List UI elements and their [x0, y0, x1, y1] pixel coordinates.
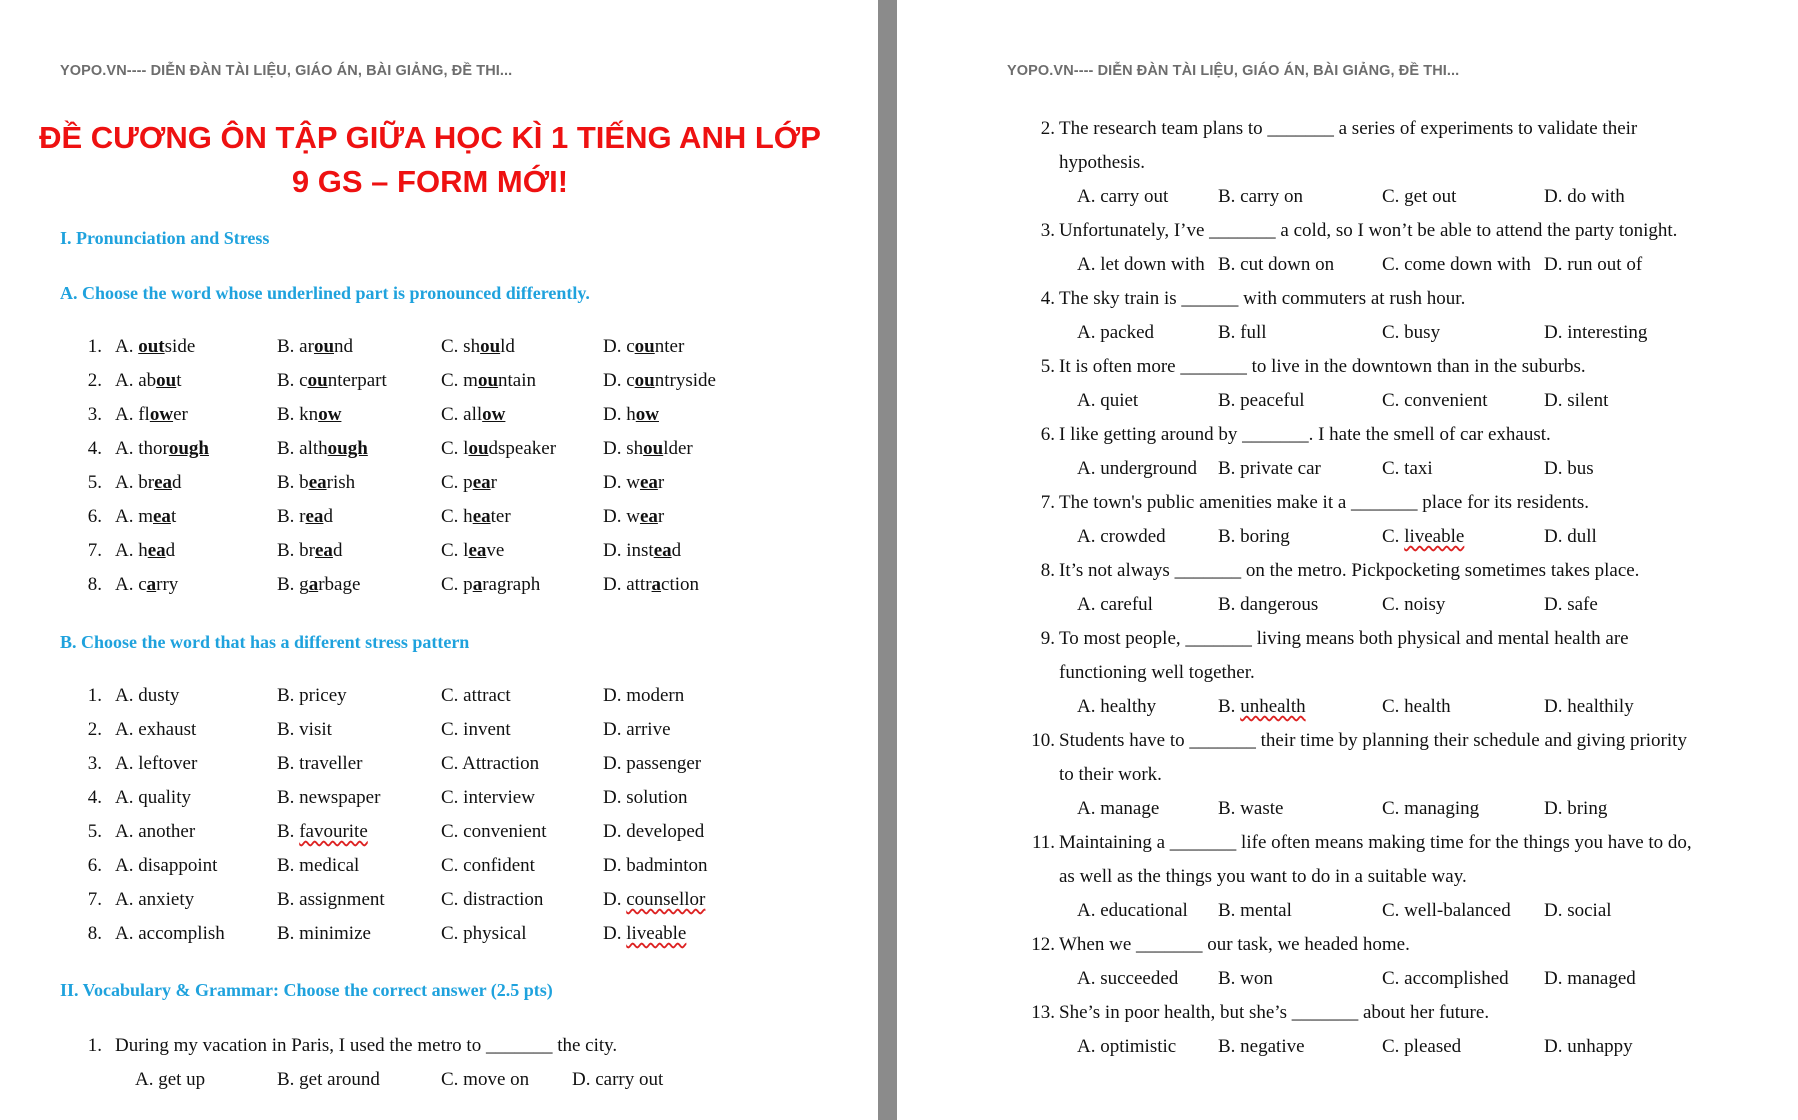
answer-option: A. manage — [1077, 798, 1160, 819]
question-text — [897, 934, 1797, 968]
answer-options — [897, 390, 1797, 424]
answer-option: D. modern — [603, 685, 685, 706]
answer-option: C. busy — [1382, 322, 1441, 343]
underlined-part: ea — [308, 472, 327, 493]
answer-option: C. loudspeaker — [441, 438, 557, 459]
question-text — [0, 1035, 860, 1069]
answer-option: A. quality — [115, 787, 191, 808]
answer-option: C. accomplished — [1382, 968, 1509, 989]
table-row — [0, 540, 860, 574]
table-row — [0, 506, 860, 540]
answer-option: B. although — [277, 438, 368, 459]
question-number: 6. — [87, 855, 102, 876]
answer-option: B. around — [277, 336, 354, 357]
answer-option: A. exhaust — [115, 719, 197, 740]
answer-option: D. how — [603, 404, 659, 425]
question-text-continued — [897, 764, 1797, 798]
answer-option: D. instead — [603, 540, 682, 561]
answer-option: B. carry on — [1218, 186, 1303, 207]
answer-option: D. wear — [603, 506, 665, 527]
answer-option: D. carry out — [572, 1069, 664, 1090]
answer-option: A. thorough — [115, 438, 209, 459]
answer-option: C. leave — [441, 540, 505, 561]
table-row — [0, 923, 860, 957]
answer-options — [0, 1069, 860, 1103]
question-sentence: Maintaining a _______ life often means making time for the things you have to do, — [1059, 832, 1692, 853]
underlined-part: ough — [168, 438, 209, 459]
question-number: 7. — [87, 540, 102, 561]
underlined-part: ea — [315, 540, 333, 561]
underlined-part: ou — [313, 336, 335, 357]
answer-options — [897, 594, 1797, 628]
answer-option: B. garbage — [277, 574, 361, 595]
answer-option: B. bearish — [277, 472, 356, 493]
answer-option: A. head — [115, 540, 176, 561]
answer-option: A. bread — [115, 472, 182, 493]
answer-option: C. mountain — [441, 370, 537, 391]
underlined-part: ea — [639, 506, 658, 527]
answer-option: C. should — [441, 336, 515, 357]
table-row — [0, 438, 860, 472]
question-sentence: to their work. — [1059, 764, 1162, 785]
table-row — [0, 336, 860, 370]
answer-option: C. pleased — [1382, 1036, 1462, 1057]
answer-option: D. counsellor — [603, 889, 706, 910]
answer-option: C. pear — [441, 472, 497, 493]
answer-options — [897, 968, 1797, 1002]
question-text — [897, 628, 1797, 662]
question-number: 2. — [87, 719, 102, 740]
answer-option: A. about — [115, 370, 182, 391]
question-sentence: It’s not always _______ on the metro. Pickpocketing sometimes takes place. — [1059, 560, 1640, 581]
answer-option: B. cut down on — [1218, 254, 1335, 275]
underlined-part: ou — [307, 370, 328, 391]
answer-option: A. carry out — [1077, 186, 1169, 207]
answer-option: C. convenient — [441, 821, 547, 842]
answer-option: C. distraction — [441, 889, 544, 910]
question-number: 7. — [1040, 492, 1055, 513]
question-text — [897, 288, 1797, 322]
question-sentence: When we _______ our task, we headed home. — [1059, 934, 1410, 955]
answer-options — [897, 798, 1797, 832]
answer-option: A. careful — [1077, 594, 1153, 615]
answer-options — [897, 458, 1797, 492]
question-number: 1. — [87, 336, 102, 357]
table-row — [0, 787, 860, 821]
question-text — [897, 560, 1797, 594]
question-text — [897, 1002, 1797, 1036]
page-header: YOPO.VN---- DIỄN ĐÀN TÀI LIỆU, GIÁO ÁN, BÀI GIẢNG, ĐỀ THI... — [60, 63, 513, 79]
answer-option: D. do with — [1544, 186, 1625, 207]
question-sentence: I like getting around by _______. I hate the smell of car exhaust. — [1059, 424, 1551, 445]
answer-option: C. convenient — [1382, 390, 1488, 411]
table-row — [0, 753, 860, 787]
answer-option: B. boring — [1218, 526, 1290, 547]
underlined-part: ea — [468, 540, 487, 561]
answer-option: D. bus — [1544, 458, 1594, 479]
underlined-part: ow — [149, 404, 174, 425]
question-number: 8. — [87, 574, 102, 595]
underlined-part: ou — [468, 438, 489, 459]
answer-option: C. taxi — [1382, 458, 1433, 479]
section-heading-part-b: B. Choose the word that has a different stress pattern — [60, 632, 470, 652]
question-text-continued — [897, 152, 1797, 186]
question-text — [897, 356, 1797, 390]
question-number: 7. — [87, 889, 102, 910]
table-row — [0, 370, 860, 404]
answer-option: C. confident — [441, 855, 535, 876]
underlined-part: ea — [147, 540, 166, 561]
answer-option: B. unhealth — [1218, 696, 1306, 717]
question-number: 8. — [1040, 560, 1055, 581]
question-text — [897, 424, 1797, 458]
question-number: 9. — [1040, 628, 1055, 649]
underlined-part: ou — [156, 370, 177, 391]
question-sentence: Students have to _______ their time by planning their schedule and giving priority — [1059, 730, 1687, 751]
answer-option: B. assignment — [277, 889, 385, 910]
answer-option: D. developed — [603, 821, 705, 842]
answer-options — [897, 322, 1797, 356]
table-row — [0, 574, 860, 608]
question-number: 6. — [1040, 424, 1055, 445]
answer-option: A. meat — [115, 506, 177, 527]
answer-option: D. bring — [1544, 798, 1608, 819]
answer-option: D. safe — [1544, 594, 1598, 615]
flagged-word: liveable — [626, 923, 687, 944]
answer-options — [897, 696, 1797, 730]
table-row — [0, 855, 860, 889]
underlined-part: ou — [643, 438, 664, 459]
answer-option: A. flower — [115, 404, 188, 425]
table-row — [0, 821, 860, 855]
answer-option: D. social — [1544, 900, 1612, 921]
flagged-word: counsellor — [626, 889, 706, 910]
underlined-part: ough — [327, 438, 368, 459]
answer-option: B. negative — [1218, 1036, 1305, 1057]
answer-options — [897, 254, 1797, 288]
answer-option: A. leftover — [115, 753, 198, 774]
answer-option: C. invent — [441, 719, 511, 740]
flagged-word: favourite — [299, 821, 368, 842]
question-number: 4. — [87, 787, 102, 808]
answer-option: A. educational — [1077, 900, 1188, 921]
underlined-part: a — [651, 574, 662, 595]
answer-option: B. pricey — [277, 685, 347, 706]
answer-option: A. quiet — [1077, 390, 1139, 411]
answer-option: A. outside — [115, 336, 196, 357]
answer-option: D. run out of — [1544, 254, 1643, 275]
question-number: 5. — [1040, 356, 1055, 377]
answer-option: B. counterpart — [277, 370, 387, 391]
question-sentence: To most people, _______ living means both physical and mental health are — [1059, 628, 1629, 649]
question-number: 4. — [1040, 288, 1055, 309]
table-row — [0, 404, 860, 438]
answer-option: B. favourite — [277, 821, 368, 842]
answer-option: C. liveable — [1382, 526, 1465, 547]
answer-option: A. get up — [135, 1069, 206, 1090]
answer-option: D. arrive — [603, 719, 671, 740]
flagged-word: unhealth — [1240, 696, 1306, 717]
answer-option: D. attraction — [603, 574, 700, 595]
answer-option: C. managing — [1382, 798, 1480, 819]
page-divider — [878, 0, 897, 1120]
document-page-right — [897, 0, 1798, 1120]
question-number: 4. — [87, 438, 102, 459]
answer-option: B. bread — [277, 540, 343, 561]
question-number: 1. — [87, 685, 102, 706]
answer-option: D. countryside — [603, 370, 716, 391]
answer-option: A. crowded — [1077, 526, 1166, 547]
answer-options — [897, 1036, 1797, 1070]
question-sentence: The town's public amenities make it a _______ place for its residents. — [1059, 492, 1590, 513]
answer-option: C. allow — [441, 404, 506, 425]
answer-option: A. succeeded — [1077, 968, 1179, 989]
answer-option: B. medical — [277, 855, 360, 876]
underlined-part: a — [308, 574, 319, 595]
underlined-part: ow — [318, 404, 342, 425]
question-text-continued — [897, 662, 1797, 696]
question-number: 10. — [1031, 730, 1055, 751]
answer-options — [897, 186, 1797, 220]
flagged-word: liveable — [1404, 526, 1465, 547]
underlined-part: ea — [305, 506, 324, 527]
answer-option: A. underground — [1077, 458, 1197, 479]
question-number: 1. — [87, 1035, 102, 1056]
answer-option: A. another — [115, 821, 196, 842]
underlined-part: ou — [480, 336, 501, 357]
table-row — [0, 685, 860, 719]
answer-option: B. mental — [1218, 900, 1292, 921]
answer-option: B. full — [1218, 322, 1267, 343]
question-number: 6. — [87, 506, 102, 527]
answer-option: C. get out — [1382, 186, 1457, 207]
question-text — [897, 220, 1797, 254]
answer-option: B. private car — [1218, 458, 1321, 479]
question-sentence: It is often more _______ to live in the downtown than in the suburbs. — [1059, 356, 1586, 377]
question-number: 3. — [87, 404, 102, 425]
section-heading-vocabulary: II. Vocabulary & Grammar: Choose the correct answer (2.5 pts) — [60, 980, 553, 1000]
answer-option: A. dusty — [115, 685, 180, 706]
answer-option: C. well-balanced — [1382, 900, 1511, 921]
question-number: 2. — [1040, 118, 1055, 139]
underlined-part: out — [138, 336, 165, 357]
question-sentence: functioning well together. — [1059, 662, 1255, 683]
answer-option: D. dull — [1544, 526, 1597, 547]
question-sentence: She’s in poor health, but she’s _______ about her future. — [1059, 1002, 1490, 1023]
answer-option: B. newspaper — [277, 787, 381, 808]
question-number: 2. — [87, 370, 102, 391]
answer-option: D. silent — [1544, 390, 1609, 411]
underlined-part: ea — [472, 472, 491, 493]
question-text — [897, 832, 1797, 866]
answer-option: B. peaceful — [1218, 390, 1305, 411]
answer-option: B. know — [277, 404, 342, 425]
answer-option: D. solution — [603, 787, 688, 808]
answer-options — [897, 526, 1797, 560]
question-sentence: hypothesis. — [1059, 152, 1146, 173]
answer-option: A. optimistic — [1077, 1036, 1177, 1057]
question-number: 3. — [87, 753, 102, 774]
underlined-part: ea — [653, 540, 672, 561]
question-sentence: During my vacation in Paris, I used the metro to _______ the city. — [115, 1035, 618, 1056]
underlined-part: ou — [634, 370, 655, 391]
section-heading-part-a: A. Choose the word whose underlined part is pronounced differently. — [60, 283, 590, 303]
answer-option: C. paragraph — [441, 574, 541, 595]
answer-option: C. attract — [441, 685, 511, 706]
answer-option: A. anxiety — [115, 889, 195, 910]
question-number: 3. — [1040, 220, 1055, 241]
question-number: 11. — [1031, 832, 1055, 853]
answer-option: C. Attraction — [441, 753, 540, 774]
question-number: 5. — [87, 821, 102, 842]
question-number: 12. — [1031, 934, 1055, 955]
question-number: 8. — [87, 923, 102, 944]
answer-option: A. packed — [1077, 322, 1155, 343]
question-sentence: The research team plans to _______ a series of experiments to validate their — [1059, 118, 1638, 139]
answer-option: B. visit — [277, 719, 332, 740]
document-title-line1: ĐỀ CƯƠNG ÔN TẬP GIỮA HỌC KÌ 1 TIẾNG ANH LỚP — [39, 120, 821, 155]
table-row — [0, 472, 860, 506]
answer-option: B. traveller — [277, 753, 363, 774]
question-text — [897, 118, 1797, 152]
answer-option: B. get around — [277, 1069, 380, 1090]
answer-option: C. interview — [441, 787, 535, 808]
question-sentence: as well as the things you want to do in a suitable way. — [1059, 866, 1467, 887]
answer-option: A. accomplish — [115, 923, 225, 944]
answer-option: A. let down with — [1077, 254, 1205, 275]
answer-option: C. move on — [441, 1069, 530, 1090]
underlined-part: ea — [153, 506, 171, 527]
document-title-line2: 9 GS – FORM MỚI! — [291, 164, 569, 199]
question-number: 13. — [1031, 1002, 1055, 1023]
question-sentence: Unfortunately, I’ve _______ a cold, so I won’t be able to attend the party tonight. — [1059, 220, 1678, 241]
underlined-part: ea — [472, 506, 491, 527]
underlined-part: ou — [477, 370, 499, 391]
question-sentence: The sky train is ______ with commuters at rush hour. — [1059, 288, 1466, 309]
answer-option: A. carry — [115, 574, 179, 595]
answer-option: D. healthily — [1544, 696, 1634, 717]
page-header: YOPO.VN---- DIỄN ĐÀN TÀI LIỆU, GIÁO ÁN, BÀI GIẢNG, ĐỀ THI... — [1007, 63, 1460, 79]
table-row — [0, 889, 860, 923]
section-heading-pronunciation: I. Pronunciation and Stress — [60, 228, 270, 248]
answer-options — [897, 900, 1797, 934]
answer-option: D. wear — [603, 472, 665, 493]
underlined-part: ou — [634, 336, 655, 357]
underlined-part: a — [472, 574, 483, 595]
answer-option: D. unhappy — [1544, 1036, 1633, 1057]
answer-option: C. health — [1382, 696, 1451, 717]
answer-option: B. read — [277, 506, 333, 527]
answer-option: B. waste — [1218, 798, 1284, 819]
question-text — [897, 730, 1797, 764]
answer-option: B. dangerous — [1218, 594, 1319, 615]
answer-option: C. come down with — [1382, 254, 1531, 275]
answer-option: D. counter — [603, 336, 685, 357]
answer-option: D. badminton — [603, 855, 708, 876]
answer-option: A. disappoint — [115, 855, 218, 876]
question-text — [897, 492, 1797, 526]
underlined-part: ow — [635, 404, 659, 425]
answer-option: A. healthy — [1077, 696, 1157, 717]
answer-option: C. heater — [441, 506, 511, 527]
answer-option: D. shoulder — [603, 438, 693, 459]
underlined-part: ea — [154, 472, 172, 493]
answer-option: D. liveable — [603, 923, 687, 944]
answer-option: B. won — [1218, 968, 1273, 989]
underlined-part: ow — [482, 404, 506, 425]
document-page-left — [0, 0, 878, 1120]
table-row — [0, 719, 860, 753]
answer-option: C. noisy — [1382, 594, 1446, 615]
answer-option: C. physical — [441, 923, 527, 944]
underlined-part: a — [146, 574, 157, 595]
answer-option: B. minimize — [277, 923, 371, 944]
question-text-continued — [897, 866, 1797, 900]
underlined-part: ea — [639, 472, 658, 493]
answer-option: D. managed — [1544, 968, 1636, 989]
question-number: 5. — [87, 472, 102, 493]
answer-option: D. interesting — [1544, 322, 1648, 343]
answer-option: D. passenger — [603, 753, 702, 774]
